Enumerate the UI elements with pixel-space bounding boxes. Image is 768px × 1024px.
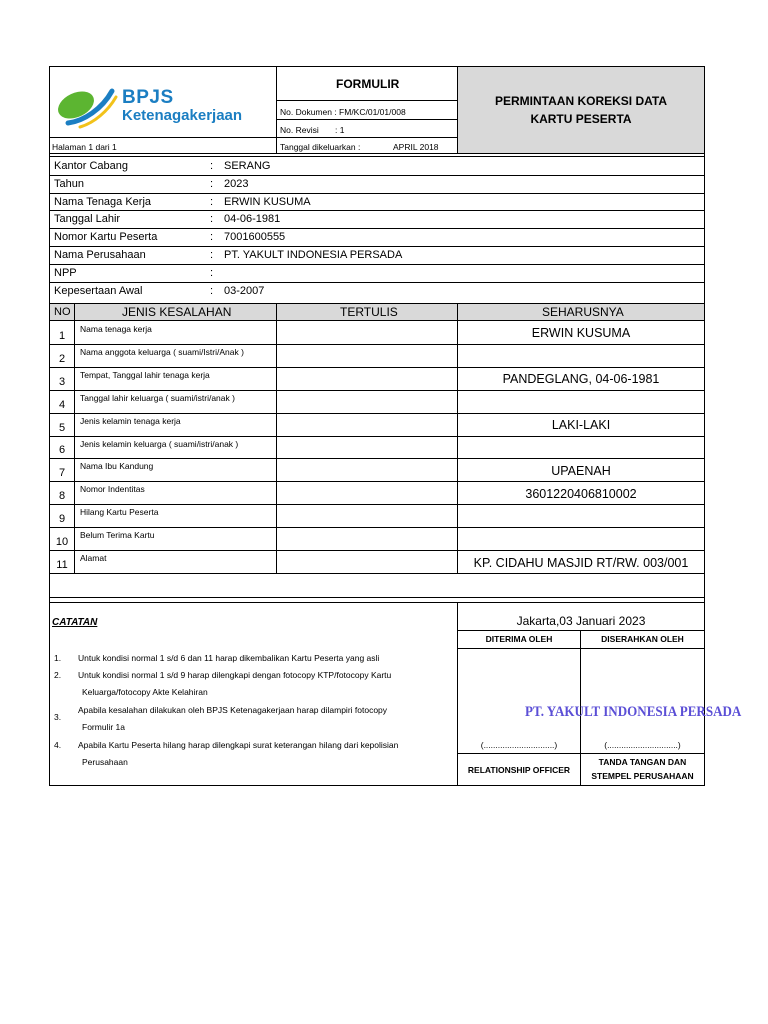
handed-by: DISERAHKAN OLEH [601,634,684,644]
table-row [50,367,704,390]
row-number: 10 [55,536,69,549]
revision-value: : 1 [335,125,345,135]
form-label: FORMULIR [336,77,400,91]
row-error-type: Nama Ibu Kandung [80,461,154,472]
table-row [50,321,704,344]
info-label: Nama Perusahaan [54,249,146,261]
row-number: 8 [58,490,66,503]
correction-form [49,66,742,786]
info-value: 04-06-1981 [224,213,281,226]
info-label: NPP [54,266,77,279]
signature-line-right: (..............................) [604,740,681,750]
title-line-1: PERMINTAAN KOREKSI DATA [495,94,667,108]
info-value: 03-2007 [224,284,265,297]
row-correct: KP. CIDAHU MASJID RT/RW. 003/001 [473,555,689,570]
row-number: 2 [58,352,66,365]
table-row [50,527,704,550]
note-number: 2. [54,670,62,680]
title-line-2: KARTU PESERTA [530,112,632,126]
place-date: Jakarta,03 Januari 2023 [516,614,646,628]
note-number: 3. [54,712,62,722]
company-stamp: PT. YAKULT INDONESIA PERSADA [525,704,742,720]
info-value: ERWIN KUSUMA [224,195,311,208]
info-colon: : [210,177,214,190]
page-number: Halaman 1 dari 1 [52,142,117,152]
row-error-type: Jenis kelamin keluarga ( suami/istri/anak ) [80,438,239,449]
row-error-type: Nomor Indentitas [80,484,145,495]
info-colon: : [210,195,214,208]
doc-number: No. Dokumen : FM/KC/01/01/008 [280,107,406,117]
table-row [50,458,704,481]
col-correct-header: SEHARUSNYA [542,305,624,319]
row-number: 11 [56,558,68,571]
row-error-type: Belum Terima Kartu [80,530,155,541]
table-row [50,436,704,459]
info-label: Nomor Kartu Peserta [54,231,158,244]
info-value: 7001600555 [224,231,286,244]
issued-label: Tanggal dikeluarkan : [280,142,361,152]
note-line: Untuk kondisi normal 1 s/d 6 dan 11 harap dikembalikan Kartu Peserta yang asli [78,653,380,663]
info-colon: : [210,266,214,279]
info-label: Tahun [54,177,84,190]
row-error-type: Jenis kelamin tenaga kerja [80,415,181,426]
info-label: Nama Tenaga Kerja [54,195,152,208]
col-written-header: TERTULIS [340,305,398,319]
row-error-type: Tempat, Tanggal lahir tenaga kerja [80,369,210,380]
table-row [50,344,704,367]
note-line: Formulir 1a [82,722,125,732]
row-correct: PANDEGLANG, 04-06-1981 [502,372,660,387]
note-number: 4. [54,740,62,750]
issued-value: APRIL 2018 [393,142,439,152]
table-row [50,390,704,413]
note-line: Perusahaan [82,757,128,767]
note-line: Untuk kondisi normal 1 s/d 9 harap dilengkapi dengan fotocopy KTP/fotocopy Kartu [78,670,392,680]
note-line: Apabila kesalahan dilakukan oleh BPJS Ketenagakerjaan harap dilampiri fotocopy [78,705,388,715]
row-correct: LAKI-LAKI [551,418,611,433]
row-number: 9 [58,513,66,526]
row-number: 6 [58,444,66,457]
row-correct: 3601220406810002 [525,486,637,501]
row-number: 4 [58,398,66,411]
signature-line-left: (..............................) [480,740,558,750]
title-box [458,67,704,153]
row-error-type: Nama anggota keluarga ( suami/Istri/Anak ) [80,346,244,357]
revision-label: No. Revisi [280,125,319,135]
role-right-line-2: STEMPEL PERUSAHAAN [591,771,694,781]
note-number: 1. [54,653,62,663]
info-label: Kantor Cabang [54,160,128,172]
info-colon: : [210,213,214,226]
table-row [50,413,704,436]
info-colon: : [210,249,214,261]
info-label: Kepesertaan Awal [54,284,143,297]
row-number: 1 [58,329,66,342]
row-number: 5 [58,421,66,434]
row-correct: UPAENAH [551,463,611,478]
col-error-header: JENIS KESALAHAN [122,305,232,319]
row-error-type: Nama tenaga kerja [80,324,152,334]
bpjs-logo [54,73,272,133]
table-row [50,504,704,527]
role-right-line-1: TANDA TANGAN DAN [598,757,687,767]
received-by: DITERIMA OLEH [485,634,553,644]
row-error-type: Tanggal lahir keluarga ( suami/istri/anak ) [80,392,235,403]
info-value: PT. YAKULT INDONESIA PERSADA [224,249,403,261]
info-colon: : [210,284,214,297]
row-number: 3 [58,375,66,388]
logo-subtitle: Ketenagakerjaan [122,107,243,124]
notes-title: CATATAN [52,617,98,628]
row-number: 7 [58,467,66,480]
logo-brand: BPJS [122,87,174,108]
row-correct: ERWIN KUSUMA [531,326,631,341]
info-value: 2023 [224,177,249,190]
info-colon: : [210,231,214,244]
note-line: Apabila Kartu Peserta hilang harap dilengkapi surat keterangan hilang dari kepolisian [78,740,399,750]
row-error-type: Hilang Kartu Peserta [80,507,159,518]
info-colon: : [210,160,214,172]
table-row [50,481,704,504]
col-no-header: NO [54,306,71,318]
bpjs-logo-icon [54,77,120,133]
info-value: SERANG [224,160,271,172]
info-label: Tanggal Lahir [54,213,121,226]
role-left: RELATIONSHIP OFFICER [467,765,571,775]
table-row [50,550,704,573]
note-line: Keluarga/fotocopy Akte Kelahiran [82,687,208,697]
row-error-type: Alamat [80,553,107,564]
